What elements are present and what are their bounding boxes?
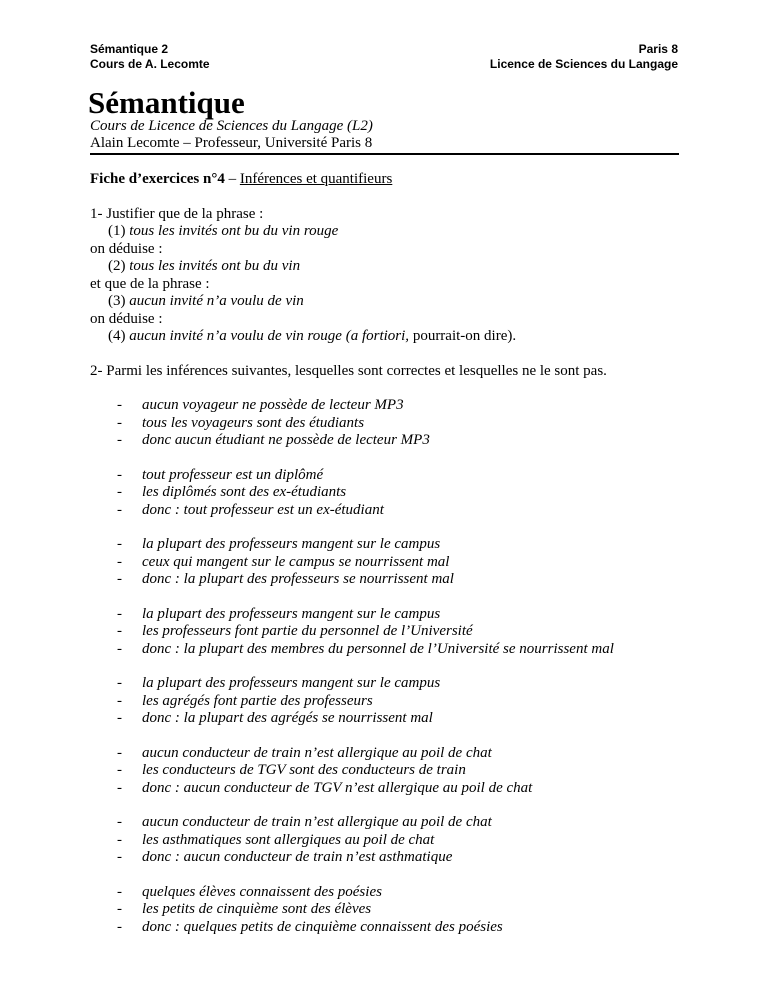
sentence-text: tous les invités ont bu du vin rouge: [129, 223, 339, 239]
sentence-tail: pourrait-on dire).: [409, 328, 517, 344]
sheet-number: Fiche d’exercices n°4: [90, 171, 225, 187]
sentence-text: tous les invités ont bu du vin: [129, 258, 301, 274]
conclusion: - donc : tout professeur est un ex-étudiant: [90, 502, 690, 520]
inference-list: [90, 397, 690, 936]
inference-group: [90, 536, 690, 589]
premise-2: - les petits de cinquième sont des élèves: [90, 901, 690, 919]
title-divider: [90, 153, 679, 155]
subtitle-course: Cours de Licence de Sciences du Langage (L2): [90, 118, 373, 134]
header-left: [90, 42, 210, 72]
premise-2: - les asthmatiques sont allergiques au poil de chat: [90, 832, 690, 850]
q1-sentence-4: [90, 328, 690, 346]
q1-deduce-1: on déduise :: [90, 240, 163, 257]
q1-sentence-1: [90, 223, 690, 241]
q1-and: et que de la phrase :: [90, 275, 210, 292]
conclusion: - donc : aucun conducteur de train n’est asthmatique: [90, 849, 690, 867]
conclusion: - donc aucun étudiant ne possède de lecteur MP3: [90, 432, 690, 450]
header-author: Cours de A. Lecomte: [90, 57, 210, 71]
premise-1: - aucun conducteur de train n’est allergique au poil de chat: [90, 745, 690, 763]
question-1: [90, 206, 690, 346]
sentence-number: (3): [108, 293, 130, 309]
header-course: Sémantique 2: [90, 42, 169, 56]
conclusion: - donc : la plupart des agrégés se nourrissent mal: [90, 710, 690, 728]
q1-sentence-3: [90, 293, 690, 311]
premise-1: - la plupart des professeurs mangent sur le campus: [90, 536, 690, 554]
q1-deduce-2: on déduise :: [90, 310, 163, 327]
premise-2: - les agrégés font partie des professeurs: [90, 693, 690, 711]
q2-intro: 2- Parmi les inférences suivantes, lesquelles sont correctes et lesquelles ne le sont pas.: [90, 362, 607, 379]
header-university: Paris 8: [638, 42, 678, 56]
sentence-number: (1): [108, 223, 130, 239]
q1-sentence-2: [90, 258, 690, 276]
premise-2: - tous les voyageurs sont des étudiants: [90, 415, 690, 433]
premise-2: - les conducteurs de TGV sont des conducteurs de train: [90, 762, 690, 780]
premise-1: - tout professeur est un diplômé: [90, 467, 690, 485]
inference-group: [90, 675, 690, 728]
premise-1: - quelques élèves connaissent des poésies: [90, 884, 690, 902]
conclusion: - donc : aucun conducteur de TGV n’est allergique au poil de chat: [90, 780, 690, 798]
inference-group: [90, 814, 690, 867]
document-body: [90, 171, 690, 953]
conclusion: - donc : quelques petits de cinquième connaissent des poésies: [90, 919, 690, 937]
header-program: Licence de Sciences du Langage: [489, 57, 678, 71]
conclusion: - donc : la plupart des professeurs se nourrissent mal: [90, 571, 690, 589]
inference-group: [90, 397, 690, 450]
inference-group: [90, 884, 690, 937]
conclusion: - donc : la plupart des membres du personnel de l’Université se nourrissent mal: [90, 641, 690, 659]
sentence-number: (2): [108, 258, 130, 274]
sentence-text: aucun invité n’a voulu de vin: [129, 293, 304, 309]
premise-1: - aucun conducteur de train n’est allergique au poil de chat: [90, 814, 690, 832]
premise-2: - les professeurs font partie du personnel de l’Université: [90, 623, 690, 641]
sentence-text: aucun invité n’a voulu de vin rouge (a fortiori,: [129, 328, 410, 344]
sheet-topic: Inférences et quantifieurs: [239, 171, 393, 187]
premise-1: - aucun voyageur ne possède de lecteur MP3: [90, 397, 690, 415]
header-right: [490, 42, 678, 72]
premise-1: - la plupart des professeurs mangent sur le campus: [90, 606, 690, 624]
premise-2: - ceux qui mangent sur le campus se nourrissent mal: [90, 554, 690, 572]
sentence-number: (4): [108, 328, 130, 344]
premise-2: - les diplômés sont des ex-étudiants: [90, 484, 690, 502]
inference-group: [90, 606, 690, 659]
inference-group: [90, 745, 690, 798]
subtitle-professor: Alain Lecomte – Professeur, Université Paris 8: [90, 135, 373, 151]
premise-1: - la plupart des professeurs mangent sur le campus: [90, 675, 690, 693]
exercise-sheet-heading: [90, 171, 690, 189]
page-title: Sémantique: [88, 85, 245, 120]
sheet-separator: –: [224, 171, 240, 187]
q1-intro: 1- Justifier que de la phrase :: [90, 205, 264, 222]
inference-group: [90, 467, 690, 520]
subtitle: [90, 118, 373, 152]
